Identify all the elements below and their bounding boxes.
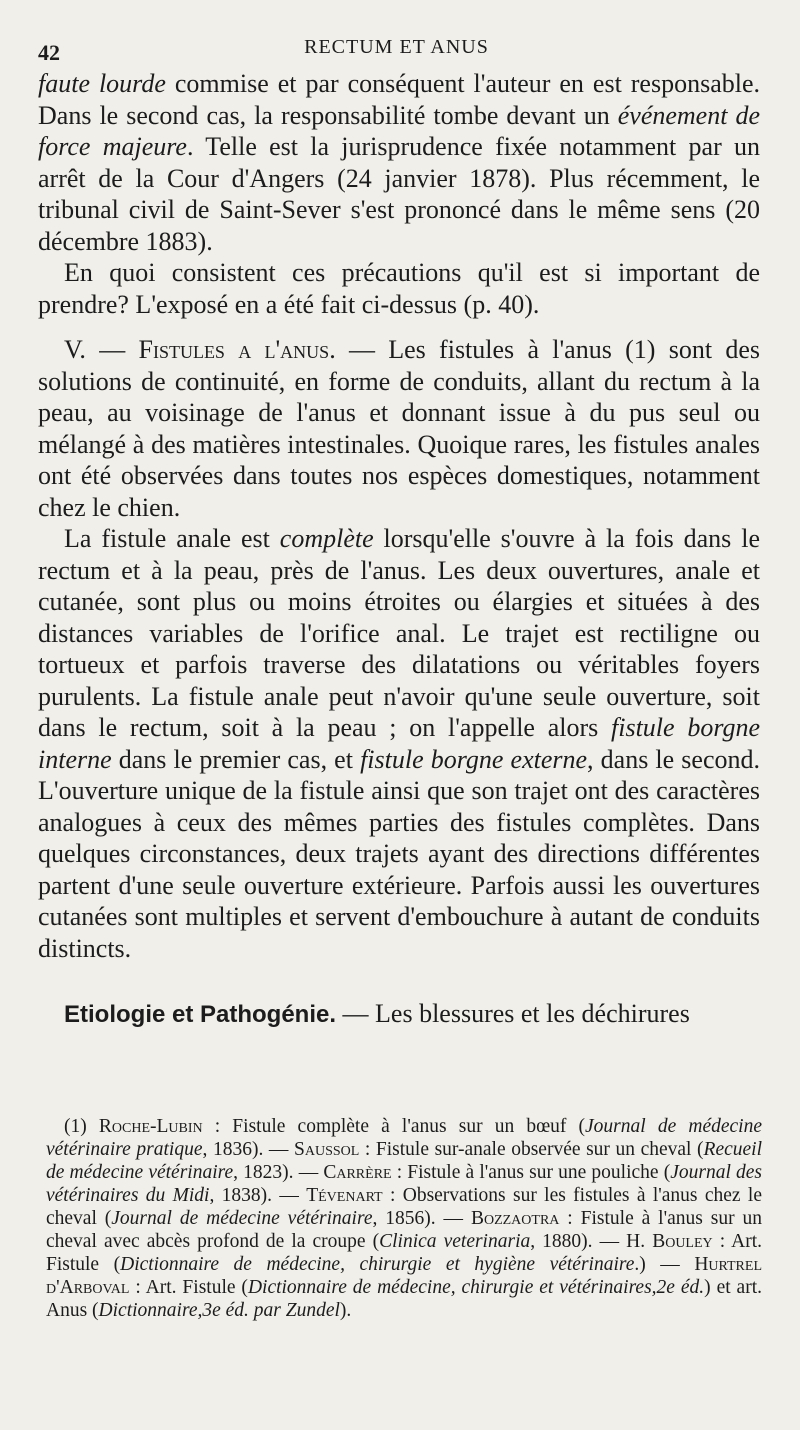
journal-title: Dictionnaire,3e éd. par Zundel [98,1300,340,1321]
text-run: , 1836). — [202,1139,294,1160]
text-run: , 1838). — [209,1185,307,1206]
emphasis: fistule borgne interne [38,713,761,774]
journal-title: Dictionnaire de médecine, chirurgie et hygiène vétérinaire [120,1254,635,1275]
section-v-paragraph [38,334,760,523]
running-title: RECTUM ET ANUS [304,36,489,58]
emphasis: faute lourde [38,69,166,98]
text-run: . Telle est la jurisprudence fixée notamment par un arrêt de la Cour d'Angers (24 janvier 1878). Plus récemment, le tribunal civil de Saint-Sever s'est prononcé dans le même sens (20 décembre 1883). [38,132,760,256]
emphasis: fistule borgne externe [360,744,588,774]
text-run: . — Les fistules à l'anus (1) sont des solutions de continuité, en forme de conduits, allant du rectum à la peau, au voisinage de l'anus et donnant issue à du pus seul ou mélangé à des matières intestinales. Quoique rares, les fistules anales ont été observées dans toutes nos espèces domestiques, notamment chez le chien. [38,335,760,522]
text-run: , 1823). — [233,1162,324,1183]
text-run: : Observations sur les fistules à l'anus chez le cheval ( [46,1185,762,1229]
journal-title: Dictionnaire de médecine, chirurgie et vétérinaires,2e éd. [247,1277,705,1298]
author: Bozzaotra [470,1208,560,1229]
footnote-1 [46,1115,762,1322]
text-run: — Les blessures et les déchirures [336,999,690,1028]
journal-title: Journal des vétérinaires du Midi [46,1162,763,1206]
text-run: , 1880). — H. [530,1231,653,1252]
text-run: , dans le second. L'ouverture unique de la fistule ainsi que son trajet ont des caractères analogues à ceux des mêmes parties des fistules complètes. Dans quelques circonstances, deux trajets ayant des directions différentes partent d'une seule ouverture extérieure. Parfois aussi les ouvertures cutanées sont multiples et servent d'embouchure à autant de conduits distincts. [38,744,761,963]
paragraph-4 [38,523,760,964]
subsection-heading: Etiologie et Pathogénie. [64,1001,337,1028]
main-text [38,68,760,1031]
text-run: commise et par conséquent l'auteur en est responsable. Dans le second cas, la responsabilité tombe devant un [38,69,761,130]
text-run: : Fistule complète à l'anus sur un bœuf ( [202,1116,586,1137]
journal-title: Clinica veterinaria [379,1231,531,1252]
footnote-mark: (1) [64,1116,99,1137]
text-run: : Fistule à l'anus sur un cheval avec abcès profond de la croupe ( [46,1208,762,1252]
section-number: V. — [64,335,139,364]
paragraph-2: En quoi consistent ces précautions qu'il est si important de prendre? L'exposé en a été fait ci-dessus (p. 40). [38,258,760,319]
text-run: ). [339,1300,352,1321]
subsection-paragraph [38,998,760,1031]
journal-title: Journal de médecine vétérinaire pratique [46,1116,762,1160]
author: Roche-Lubin [98,1116,203,1137]
footnotes [46,1115,762,1322]
text-run: , 1856). — [372,1208,471,1229]
text-run: : Art. Fistule ( [46,1231,762,1275]
text-run: : Art. Fistule ( [129,1277,248,1298]
text-run: ) et art. Anus ( [46,1277,762,1321]
emphasis: complète [279,524,374,553]
page-header [38,34,755,64]
text-run: : Fistule à l'anus sur une pouliche ( [391,1162,671,1183]
text-run: .) — [634,1254,695,1275]
author: Carrère [323,1162,392,1183]
emphasis: événement de force majeure [38,100,760,161]
section-title: Fistules a l'anus [138,335,330,364]
author: Saussol [294,1139,360,1160]
journal-title: Journal de médecine vétérinaire [111,1208,373,1229]
paragraph-1 [38,68,760,257]
author: Bouley [652,1231,713,1252]
author: Hurtrel d'Arboval [46,1254,762,1298]
page-number: 42 [38,40,60,65]
text-run: La fistule anale est [64,524,280,553]
author: Tévenart [306,1185,383,1206]
text-run: : Fistule sur-anale observée sur un cheval ( [359,1139,704,1160]
text-run: lorsqu'elle s'ouvre à la fois dans le rectum et à la peau, près de l'anus. Les deux ouvertures, anale et cutanée, sont plus ou moins étroites ou élargies et situées à des distances variables de l'orifice anal. Le trajet est rectiligne ou tortueux et parfois traverse des dilatations ou véritables foyers purulents. La fistule anale peut n'avoir qu'une seule ouverture, soit dans le rectum, soit à la peau ; on l'appelle alors [38,524,760,742]
text-run: dans le premier cas, et [111,744,361,774]
journal-title: Recueil de médecine vétérinaire [46,1139,763,1183]
